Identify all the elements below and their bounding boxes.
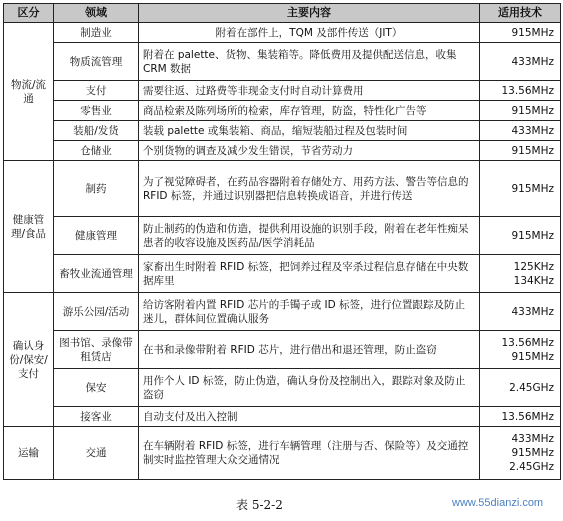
tech-value: 915MHz — [511, 447, 554, 459]
domain-cell: 接客业 — [54, 407, 139, 427]
table-row — [4, 331, 561, 369]
tech-cell — [480, 331, 561, 369]
tech-value: 433MHz — [511, 124, 554, 137]
tech-value: 915MHz — [511, 104, 554, 117]
content-cell: 防止制药的伪造和仿造，提供利用设施的识别手段，附着在老年性痴呆患者的收容设施及医药品/医学消耗品 — [139, 217, 480, 255]
content-cell: 家畜出生时附着 RFID 标签，把饲养过程及宰杀过程信息存储在中央数据库里 — [139, 255, 480, 293]
content-cell: 自动支付及出入控制 — [139, 407, 480, 427]
tech-value: 433MHz — [511, 433, 554, 445]
domain-cell: 健康管理 — [54, 217, 139, 255]
table-caption: 表 5-2-2 — [236, 498, 283, 512]
tech-value: 2.45GHz — [509, 461, 554, 473]
content-cell: 为了视觉障碍者，在药品容器附着存储处方、用药方法、警告等信息的 RFID 标签，并通过识别器把信息转换成语音，并进行传送 — [139, 161, 480, 217]
content-cell: 用作个人 ID 标签，防止伪造，确认身份及控制出入，跟踪对象及防止盗窃 — [139, 369, 480, 407]
domain-cell: 零售业 — [54, 101, 139, 121]
category-cell: 物流/流通 — [4, 23, 54, 161]
table-row — [4, 217, 561, 255]
tech-cell — [480, 217, 561, 255]
domain-cell: 物质流管理 — [54, 43, 139, 81]
table-row — [4, 161, 561, 217]
content-cell: 在车辆附着 RFID 标签，进行车辆管理（注册与否、保险等）及交通控制实时监控管理大众交通情况 — [139, 427, 480, 480]
tech-value: 915MHz — [511, 229, 554, 242]
content-cell: 装载 palette 或集装箱、商品，缩短装船过程及包装时间 — [139, 121, 480, 141]
tech-cell — [480, 141, 561, 161]
tech-value: 915MHz — [511, 350, 554, 363]
tech-value: 13.56MHz — [501, 410, 554, 423]
table-row — [4, 81, 561, 101]
tech-cell — [480, 121, 561, 141]
content-cell: 在书和录像带附着 RFID 芯片，进行借出和退还管理，防止盗窃 — [139, 331, 480, 369]
tech-cell — [480, 43, 561, 81]
domain-cell: 畜牧业流通管理 — [54, 255, 139, 293]
tech-cell — [480, 427, 561, 480]
tech-value: 433MHz — [511, 55, 554, 68]
header-tech: 适用技术 — [480, 4, 561, 23]
tech-value: 915MHz — [511, 144, 554, 157]
table-row — [4, 101, 561, 121]
table-row — [4, 427, 561, 480]
content-cell: 给访客附着内置 RFID 芯片的手镯子或 ID 标签，进行位置跟踪及防止迷儿，群体间位置确认服务 — [139, 293, 480, 331]
table-row — [4, 255, 561, 293]
header-domain: 领域 — [54, 4, 139, 23]
domain-cell: 制造业 — [54, 23, 139, 43]
category-cell: 运输 — [4, 427, 54, 480]
table-header-row — [4, 4, 561, 23]
tech-value: 13.56MHz — [501, 336, 554, 349]
tech-cell — [480, 23, 561, 43]
tech-cell — [480, 369, 561, 407]
tech-value: 125KHz — [513, 260, 554, 273]
tech-cell — [480, 161, 561, 217]
category-cell: 确认身份/保安/支付 — [4, 293, 54, 427]
tech-cell — [480, 81, 561, 101]
header-category: 区分 — [4, 4, 54, 23]
header-content: 主要内容 — [139, 4, 480, 23]
content-cell: 附着在部件上，TQM 及部件传送（JIT） — [139, 23, 480, 43]
rfid-application-table — [3, 3, 561, 480]
table-row — [4, 23, 561, 43]
category-cell: 健康管理/食品 — [4, 161, 54, 293]
tech-value: 433MHz — [511, 305, 554, 318]
tech-value: 2.45GHz — [509, 381, 554, 394]
domain-cell: 游乐公园/活动 — [54, 293, 139, 331]
tech-value: 915MHz — [511, 182, 554, 195]
tech-cell — [480, 255, 561, 293]
table-row — [4, 121, 561, 141]
domain-cell: 支付 — [54, 81, 139, 101]
tech-cell — [480, 407, 561, 427]
content-cell: 商品检索及陈列场所的检索，库存管理，防盗，特性化广告等 — [139, 101, 480, 121]
tech-value: 134KHz — [513, 274, 554, 287]
table-row — [4, 141, 561, 161]
domain-cell: 交通 — [54, 427, 139, 480]
table-row — [4, 43, 561, 81]
content-cell: 附着在 palette、货物、集装箱等。降低费用及提供配送信息，收集 CRM 数据 — [139, 43, 480, 81]
tech-cell — [480, 293, 561, 331]
rfid-application-table-container — [3, 3, 560, 488]
tech-value: 13.56MHz — [501, 84, 554, 97]
content-cell: 个别货物的调查及减少发生错误，节省劳动力 — [139, 141, 480, 161]
tech-cell — [480, 101, 561, 121]
content-cell: 需要往返、过路费等非现金支付时自动计算费用 — [139, 81, 480, 101]
table-row — [4, 407, 561, 427]
table-row — [4, 293, 561, 331]
domain-cell: 装船/发货 — [54, 121, 139, 141]
tech-value: 915MHz — [511, 26, 554, 39]
domain-cell: 仓储业 — [54, 141, 139, 161]
domain-cell: 保安 — [54, 369, 139, 407]
domain-cell: 图书馆、录像带租赁店 — [54, 331, 139, 369]
site-watermark: www.55dianzi.com — [452, 497, 544, 509]
domain-cell: 制药 — [54, 161, 139, 217]
table-row — [4, 369, 561, 407]
